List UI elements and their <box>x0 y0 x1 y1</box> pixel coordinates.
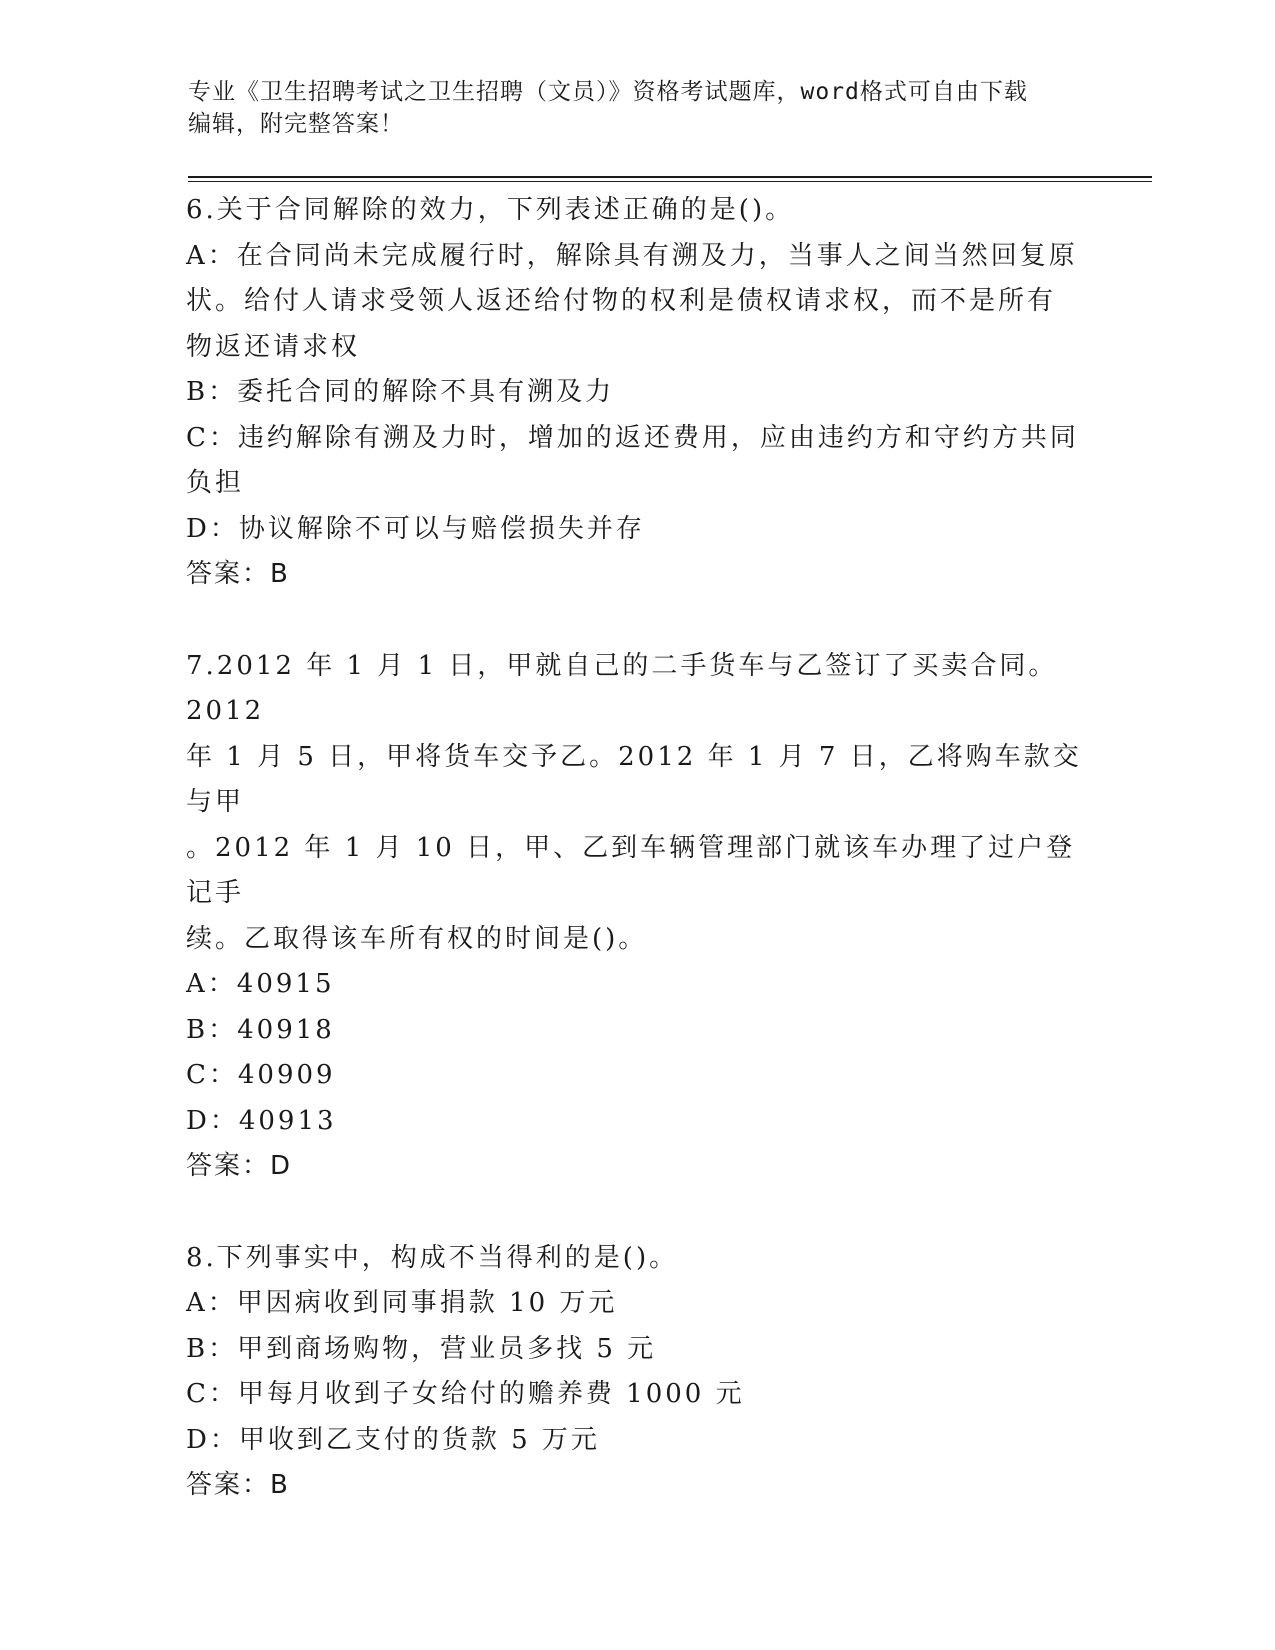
question-7-stem-line-3: 。2012 年 1 月 10 日，甲、乙到车辆管理部门就该车办理了过户登记手 <box>186 832 1076 908</box>
question-7-stem-line-4: 续。乙取得该车所有权的时间是()。 <box>186 923 648 954</box>
question-7-option-d: D：40913 <box>186 1105 337 1136</box>
question-7-stem-line-2: 年 1 月 5 日，甲将货车交予乙。2012 年 1 月 7 日，乙将购车款交与甲 <box>186 741 1082 817</box>
question-6-option-b: B：委托合同的解除不具有溯及力 <box>186 377 615 407</box>
question-6-option-a-line-2: 状。给付人请求受领人返还给付物的权利是债权请求权，而不是所有 <box>186 286 1057 316</box>
question-spacer <box>186 598 1086 644</box>
header-rule-thick <box>188 176 1152 178</box>
question-spacer <box>186 1190 1086 1236</box>
question-7-option-a: A：40915 <box>186 969 335 999</box>
question-list <box>186 188 1086 1509</box>
question-8-option-b: B：甲到商场购物，营业员多找 5 元 <box>186 1333 657 1364</box>
question-8-option-d: D：甲收到乙支付的货款 5 万元 <box>186 1424 600 1455</box>
question-6-option-c-line-2: 负担 <box>186 468 245 498</box>
question-6-option-d: D：协议解除不可以与赔偿损失并存 <box>186 513 645 544</box>
question-8-answer: 答案：B <box>186 1470 290 1500</box>
header-rule-thin <box>188 181 1152 182</box>
question-7-option-b: B：40918 <box>186 1014 335 1045</box>
question-7 <box>186 644 1086 1190</box>
question-8 <box>186 1236 1086 1509</box>
question-6 <box>186 188 1086 598</box>
question-8-stem: 8.下列事实中，构成不当得利的是()。 <box>186 1242 679 1273</box>
question-8-option-a: A：甲因病收到同事捐款 10 万元 <box>186 1288 618 1318</box>
question-7-stem-line-1: 7.2012 年 1 月 1 日，甲就自己的二手货车与乙签订了买卖合同。2012 <box>186 650 1058 726</box>
header-line-2: 编辑，附完整答案！ <box>188 111 404 137</box>
question-6-option-a-line-1: A：在合同尚未完成履行时，解除具有溯及力，当事人之间当然回复原 <box>186 240 1078 271</box>
question-6-option-a-line-3: 物返还请求权 <box>186 331 361 362</box>
question-6-answer: 答案：B <box>186 559 290 589</box>
question-6-stem: 6.关于合同解除的效力，下列表述正确的是()。 <box>186 195 795 225</box>
document-header <box>188 76 1068 140</box>
question-6-option-c-line-1: C：违约解除有溯及力时，增加的返还费用，应由违约方和守约方共同 <box>186 422 1079 453</box>
question-7-option-c: C：40909 <box>186 1060 336 1090</box>
question-7-answer: 答案：D <box>186 1151 293 1181</box>
header-line-1: 专业《卫生招聘考试之卫生招聘（文员）》资格考试题库，word格式可自由下载 <box>188 79 1028 105</box>
question-8-option-c: C：甲每月收到子女给付的赡养费 1000 元 <box>186 1379 745 1409</box>
